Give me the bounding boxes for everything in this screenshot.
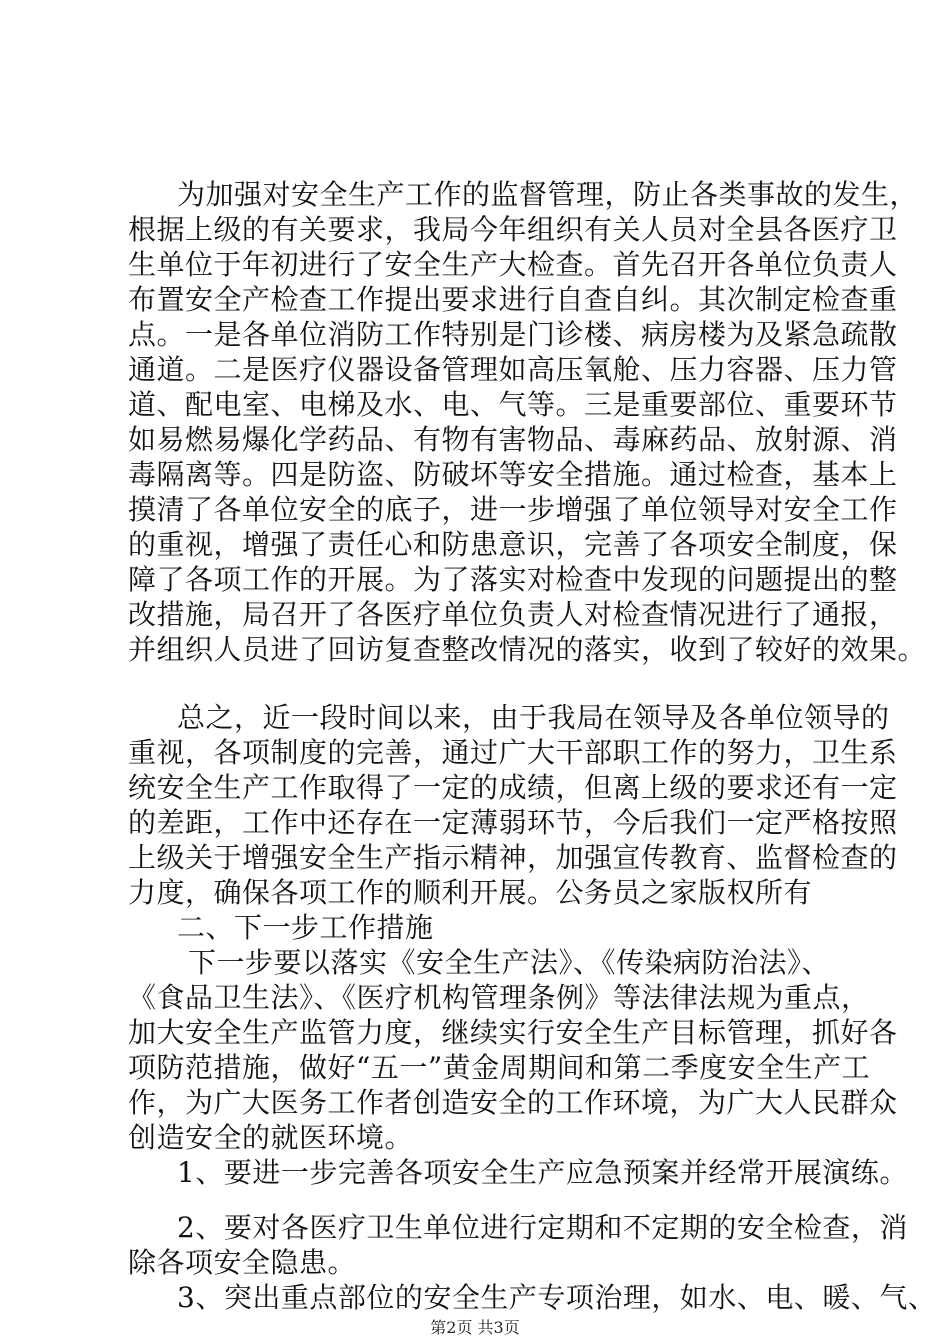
text-line: 道、配电室、电梯及水、电、气等。三是重要部位、重要环节: [128, 388, 898, 421]
text-line: 生单位于年初进行了安全生产大检查。首先召开各单位负责人: [128, 248, 898, 281]
text-line: 力度，确保各项工作的顺利开展。公务员之家版权所有: [128, 876, 813, 909]
text-line: 障了各项工作的开展。为了落实对检查中发现的问题提出的整: [128, 563, 898, 596]
text-line: 《食品卫生法》、《医疗机构管理条例》等法律法规为重点，: [128, 981, 870, 1014]
text-line: 项防范措施，做好“五一”黄金周期间和第二季度安全生产工: [128, 1051, 871, 1084]
section-heading: 二、下一步工作措施: [177, 911, 434, 944]
text-line: 作，为广大医务工作者创造安全的工作环境，为广大人民群众: [128, 1086, 898, 1119]
text-line: 并组织人员进了回访复查整改情况的落实，收到了较好的效果。: [128, 633, 927, 666]
text-line: 的重视，增强了责任心和防患意识，完善了各项安全制度，保: [128, 528, 898, 561]
text-line: 改措施，局召开了各医疗单位负责人对检查情况进行了通报，: [128, 598, 898, 631]
list-item: 3、突出重点部位的安全生产专项治理，如水、电、暖、气、: [177, 1281, 937, 1314]
text-line: 创造安全的就医环境。: [128, 1121, 414, 1154]
text-line: 加大安全生产监管力度，继续实行安全生产目标管理，抓好各: [128, 1016, 898, 1049]
list-item: 2、要对各医疗卫生单位进行定期和不定期的安全检查，消: [177, 1211, 908, 1244]
text-line: 为加强对安全生产工作的监督管理，防止各类事故的发生，: [177, 178, 919, 211]
page-footer: 第2页 共3页: [430, 1318, 520, 1337]
text-line: 通道。二是医疗仪器设备管理如高压氧舱、压力容器、压力管: [128, 353, 898, 386]
text-line: 毒隔离等。四是防盗、防破坏等安全措施。通过检查，基本上: [128, 458, 898, 491]
text-line: 根据上级的有关要求，我局今年组织有关人员对全县各医疗卫: [128, 213, 898, 246]
text-line: 布置安全产检查工作提出要求进行自查自纠。其次制定检查重: [128, 283, 898, 316]
text-line: 如易燃易爆化学药品、有物有害物品、毒麻药品、放射源、消: [128, 423, 898, 456]
text-line: 摸清了各单位安全的底子，进一步增强了单位领导对安全工作: [128, 493, 898, 526]
text-line: 的差距，工作中还存在一定薄弱环节，今后我们一定严格按照: [128, 806, 898, 839]
text-line: 除各项安全隐患。: [128, 1246, 357, 1279]
text-line: 上级关于增强安全生产指示精神，加强宣传教育、监督检查的: [128, 841, 898, 874]
text-line: 下一步要以落实《安全生产法》、《传染病防治法》、: [188, 946, 831, 979]
text-line: 重视，各项制度的完善，通过广大干部职工作的努力，卫生系: [128, 736, 898, 769]
text-line: 总之，近一段时间以来，由于我局在领导及各单位领导的: [177, 701, 890, 734]
list-item: 1、要进一步完善各项安全生产应急预案并经常开展演练。: [177, 1156, 908, 1189]
text-line: 统安全生产工作取得了一定的成绩，但离上级的要求还有一定: [128, 771, 898, 804]
text-line: 点。一是各单位消防工作特别是门诊楼、病房楼为及紧急疏散: [128, 318, 898, 351]
